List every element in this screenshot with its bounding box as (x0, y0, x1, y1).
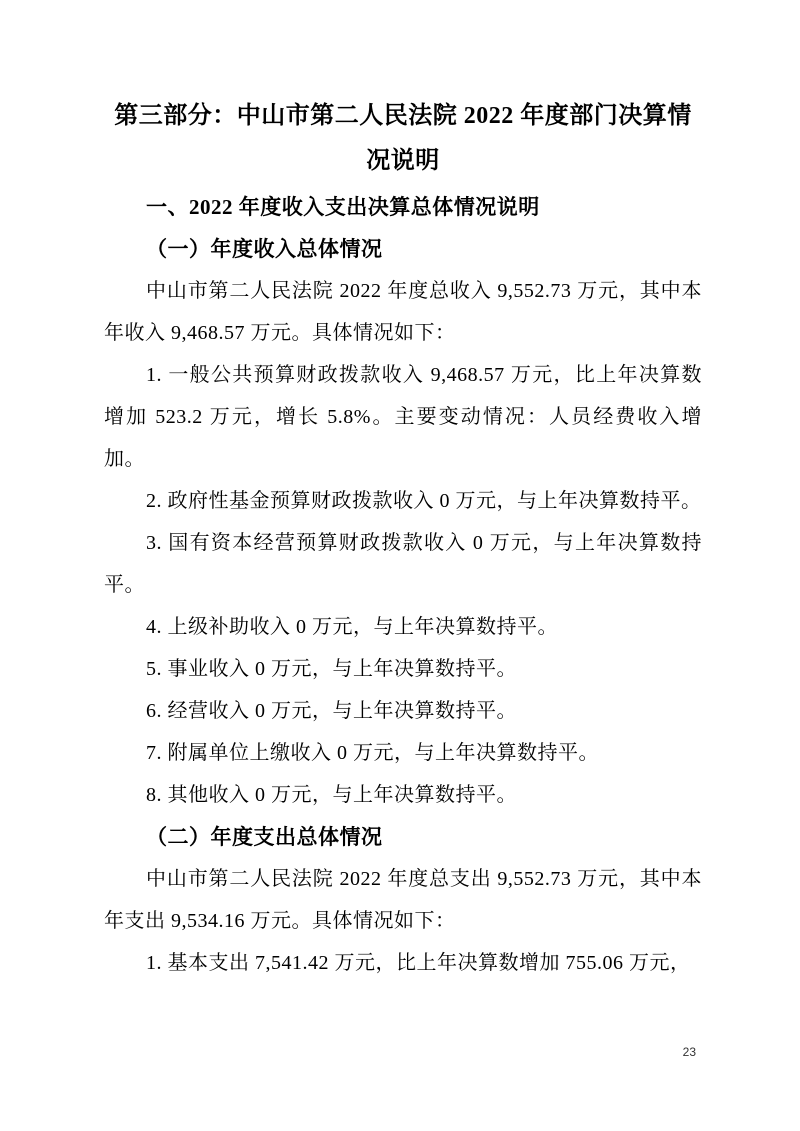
page-number: 23 (682, 1045, 696, 1059)
body-paragraph: 4. 上级补助收入 0 万元，与上年决算数持平。 (146, 616, 558, 638)
body-paragraph: 1. 基本支出 7,541.42 万元，比上年决算数增加 755.06 万元， (146, 952, 691, 974)
document-content (104, 94, 702, 984)
subsection-heading: （一）年度收入总体情况 (146, 237, 383, 261)
section-heading: 一、2022 年度收入支出决算总体情况说明 (146, 195, 540, 219)
body-paragraph: 3. 国有资本经营预算财政拨款收入 0 万元，与上年决算数持平。 (104, 532, 702, 596)
body-paragraph: 2. 政府性基金预算财政拨款收入 0 万元，与上年决算数持平。 (146, 490, 702, 512)
document-body (104, 186, 702, 984)
document-title: 第三部分：中山市第二人民法院 2022 年度部门决算情况说明 (114, 103, 692, 174)
body-paragraph: 7. 附属单位上缴收入 0 万元，与上年决算数持平。 (146, 742, 599, 764)
body-paragraph: 8. 其他收入 0 万元，与上年决算数持平。 (146, 784, 517, 806)
body-paragraph: 1. 一般公共预算财政拨款收入 9,468.57 万元，比上年决算数增加 523.2 万元，增长 5.8%。主要变动情况：人员经费收入增加。 (104, 364, 702, 470)
body-paragraph: 中山市第二人民法院 2022 年度总收入 9,552.73 万元，其中本年收入 9,468.57 万元。具体情况如下： (104, 280, 702, 344)
body-paragraph: 6. 经营收入 0 万元，与上年决算数持平。 (146, 700, 517, 722)
body-paragraph: 中山市第二人民法院 2022 年度总支出 9,552.73 万元，其中本年支出 9,534.16 万元。具体情况如下： (104, 868, 702, 932)
body-paragraph: 5. 事业收入 0 万元，与上年决算数持平。 (146, 658, 517, 680)
subsection-heading: （二）年度支出总体情况 (146, 825, 383, 849)
